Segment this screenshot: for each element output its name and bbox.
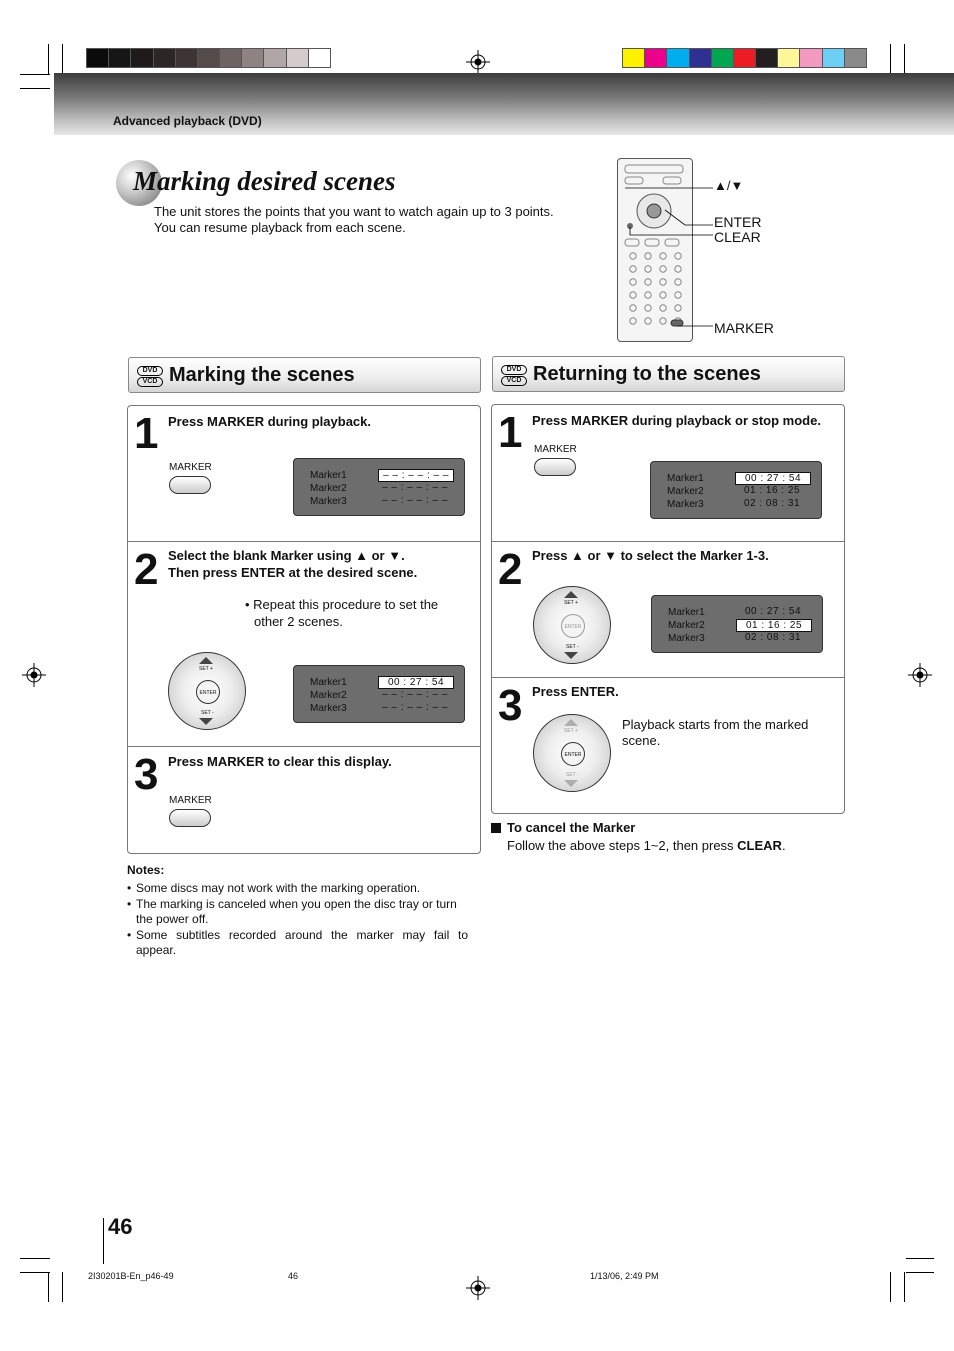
- color-swatch: [86, 48, 109, 68]
- step-description-line-2: scene.: [622, 733, 661, 748]
- color-swatch: [733, 48, 756, 68]
- down-arrow-icon: [199, 718, 213, 725]
- marker-time: 02 : 08 : 31: [743, 498, 801, 509]
- step-number: 2: [134, 545, 159, 594]
- square-bullet-icon: [491, 823, 501, 833]
- dial-set-plus: SET +: [199, 666, 213, 672]
- color-swatch: [666, 48, 689, 68]
- color-swatch: [175, 48, 198, 68]
- registration-mark-icon: [22, 663, 46, 687]
- color-swatch: [263, 48, 286, 68]
- marker-row: [652, 619, 822, 632]
- crop-mark: [20, 1258, 50, 1259]
- step-divider: [127, 541, 481, 542]
- color-swatch: [219, 48, 242, 68]
- dial-set-plus: SET +: [564, 728, 578, 734]
- dial-enter-label: ENTER: [196, 680, 220, 704]
- remote-label-arrows: ▲/▼: [714, 178, 744, 193]
- color-swatch: [822, 48, 845, 68]
- marker-row: [651, 498, 821, 511]
- marker-screen: [293, 458, 465, 516]
- crop-mark: [20, 88, 50, 89]
- marker-label: Marker1: [310, 677, 347, 688]
- down-arrow-icon: [564, 780, 578, 787]
- marker-button-label: MARKER: [534, 444, 577, 455]
- dial-set-minus: SET -: [566, 772, 579, 778]
- dial-set-plus: SET +: [564, 600, 578, 606]
- marker-row: [651, 485, 821, 498]
- marker-row: [294, 689, 464, 702]
- color-swatch: [799, 48, 822, 68]
- step-number: 3: [498, 681, 523, 730]
- section-header-returning: [492, 356, 845, 392]
- marker-label: Marker3: [310, 703, 347, 714]
- dial-set-minus: SET -: [566, 644, 579, 650]
- step-number: 1: [134, 409, 159, 458]
- page-number-rule: [103, 1218, 104, 1264]
- up-arrow-icon: [199, 657, 213, 664]
- footer-page: 46: [288, 1271, 299, 1281]
- color-swatch: [755, 48, 778, 68]
- section-title-marking: Marking the scenes: [169, 364, 355, 386]
- marker-button-label: MARKER: [169, 795, 212, 806]
- marker-screen: [293, 665, 465, 723]
- color-swatch: [689, 48, 712, 68]
- notes-list: [127, 881, 468, 958]
- marker-label: Marker1: [668, 607, 705, 618]
- color-swatch: [241, 48, 264, 68]
- step-instruction: Press MARKER to clear this display.: [168, 754, 392, 769]
- marker-time: 00 : 27 : 54: [378, 676, 454, 689]
- crop-mark: [904, 1272, 905, 1302]
- page-number: 46: [108, 1214, 133, 1239]
- crop-mark: [906, 1258, 934, 1259]
- marker-row: [294, 495, 464, 508]
- step-instruction: Press MARKER during playback or stop mode.: [532, 413, 821, 428]
- marker-button-illustration: [534, 444, 578, 476]
- marker-time: – – : – – : – –: [382, 495, 448, 506]
- crop-mark: [906, 1272, 934, 1273]
- marker-screen: [651, 595, 823, 653]
- crop-mark: [48, 44, 49, 74]
- marker-label: Marker1: [667, 473, 704, 484]
- crop-mark: [890, 44, 891, 74]
- cancel-heading: To cancel the Marker: [507, 820, 636, 835]
- marker-time: – – : – – : – –: [382, 482, 448, 493]
- crop-mark: [20, 1272, 50, 1273]
- registration-mark-icon: [466, 50, 490, 74]
- marker-row: [294, 469, 464, 482]
- registration-mark-icon: [908, 663, 932, 687]
- note-item: • Some discs may not work with the marking operation.: [127, 881, 421, 895]
- step-number: 1: [498, 408, 523, 457]
- step-instruction: Press ENTER.: [532, 684, 619, 699]
- enter-dial-illustration: [533, 586, 611, 664]
- marker-screen: [650, 461, 822, 519]
- marker-row: [294, 482, 464, 495]
- crop-mark: [48, 1272, 49, 1302]
- remote-label-marker: MARKER: [714, 320, 774, 336]
- crop-mark: [904, 44, 905, 74]
- color-swatch: [308, 48, 331, 68]
- enter-dial-illustration: [168, 652, 246, 730]
- note-item: • Some subtitles recorded around the marker may fail to appear.: [127, 928, 468, 957]
- marker-label: Marker1: [310, 470, 347, 481]
- marker-time: 00 : 27 : 54: [744, 606, 802, 617]
- down-arrow-icon: [564, 652, 578, 659]
- color-swatch: [153, 48, 176, 68]
- marker-row: [652, 632, 822, 645]
- footer-file: 2I30201B-En_p46-49: [88, 1271, 174, 1281]
- marker-label: Marker3: [668, 633, 705, 644]
- step-instruction: Press MARKER during playback.: [168, 414, 371, 429]
- crop-mark: [890, 1272, 891, 1302]
- marker-time: – – : – – : – –: [382, 702, 448, 713]
- step-instruction-line-2: Then press ENTER at the desired scene.: [168, 565, 418, 580]
- marker-label: Marker2: [310, 690, 347, 701]
- up-arrow-icon: [564, 719, 578, 726]
- color-swatch: [644, 48, 667, 68]
- marker-row: [294, 676, 464, 689]
- note-item: • The marking is canceled when you open the disc tray or turn the power off.: [127, 897, 457, 926]
- enter-dial-illustration: [533, 714, 611, 792]
- section-label: Advanced playback (DVD): [113, 114, 262, 128]
- marker-label: Marker3: [310, 496, 347, 507]
- notes-heading: Notes:: [127, 863, 165, 877]
- color-swatch: [844, 48, 867, 68]
- intro-line-1: The unit stores the points that you want to watch again up to 3 points.: [154, 204, 554, 219]
- section-title-returning: Returning to the scenes: [533, 363, 761, 385]
- up-arrow-icon: [564, 591, 578, 598]
- marker-label: Marker2: [668, 620, 705, 631]
- marker-row: [651, 472, 821, 485]
- crop-mark: [62, 1272, 63, 1302]
- step-divider: [491, 541, 845, 542]
- step-instruction: Press ▲ or ▼ to select the Marker 1-3.: [532, 548, 769, 563]
- page-title: Marking desired scenes: [133, 166, 396, 196]
- marker-button-label: MARKER: [169, 462, 212, 473]
- marker-label: Marker2: [310, 483, 347, 494]
- marker-time: 02 : 08 : 31: [744, 632, 802, 643]
- dial-enter-label: ENTER: [561, 742, 585, 766]
- color-swatch: [108, 48, 131, 68]
- dvd-vcd-logo-icon: DVD VCD: [501, 365, 527, 385]
- marker-label: Marker3: [667, 499, 704, 510]
- crop-mark: [20, 74, 50, 75]
- marker-time: – – : – – : – –: [382, 689, 448, 700]
- marker-time: 00 : 27 : 54: [735, 472, 811, 485]
- marker-button-illustration: [169, 462, 213, 494]
- remote-label-clear: CLEAR: [714, 229, 761, 245]
- color-swatch: [777, 48, 800, 68]
- step-number: 2: [498, 545, 523, 594]
- marker-row: [294, 702, 464, 715]
- marker-time: 01 : 16 : 25: [736, 619, 812, 632]
- callout-lines: [625, 175, 715, 335]
- marker-row: [652, 606, 822, 619]
- bullet-text-line-2: other 2 scenes.: [254, 614, 343, 629]
- marker-label: Marker2: [667, 486, 704, 497]
- crop-mark: [62, 44, 63, 74]
- step-divider: [491, 677, 845, 678]
- marker-time: 01 : 16 : 25: [743, 485, 801, 496]
- step-description-line-1: Playback starts from the marked: [622, 717, 809, 732]
- step-instruction-line-1: Select the blank Marker using ▲ or ▼.: [168, 548, 405, 563]
- intro-line-2: You can resume playback from each scene.: [154, 220, 406, 235]
- remote-label-enter: ENTER: [714, 214, 762, 230]
- dvd-vcd-logo-icon: DVD VCD: [137, 366, 163, 386]
- color-swatch: [622, 48, 645, 68]
- dial-set-minus: SET -: [201, 710, 214, 716]
- step-divider: [127, 746, 481, 747]
- dial-enter-label: ENTER: [561, 614, 585, 638]
- step-number: 3: [134, 750, 159, 799]
- marker-time: – – : – – : – –: [378, 469, 454, 482]
- section-header-marking: [128, 357, 481, 393]
- marker-button-illustration: [169, 795, 213, 827]
- color-swatch: [286, 48, 309, 68]
- registration-mark-icon: [466, 1276, 490, 1300]
- footer-date: 1/13/06, 2:49 PM: [590, 1271, 659, 1281]
- color-swatch: [711, 48, 734, 68]
- cancel-instruction: Follow the above steps 1~2, then press CLEAR.: [507, 838, 786, 853]
- color-swatch: [130, 48, 153, 68]
- color-swatch: [197, 48, 220, 68]
- bullet-text-line-1: • Repeat this procedure to set the: [245, 597, 439, 612]
